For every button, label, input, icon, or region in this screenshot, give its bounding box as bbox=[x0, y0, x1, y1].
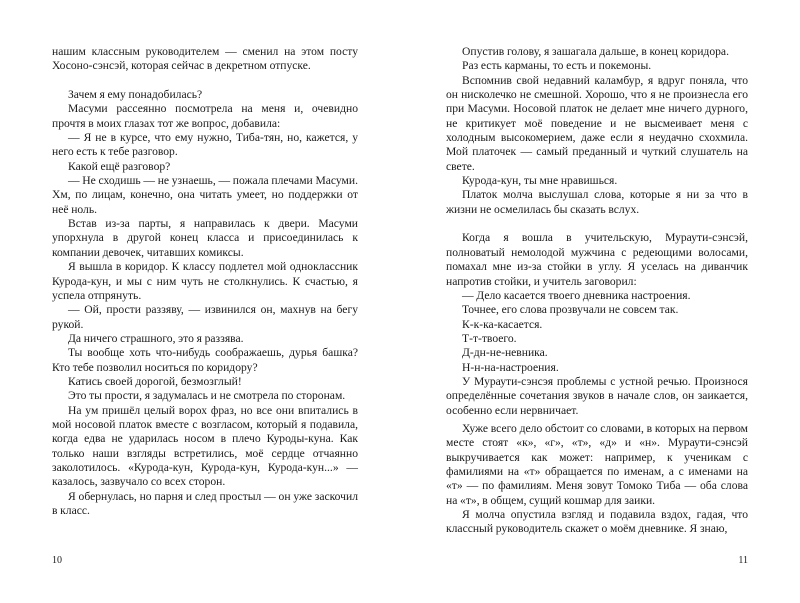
paragraph: Точнее, его слова прозвучали не совсем так. bbox=[462, 303, 679, 317]
paragraph: Я обернулась, но парня и след простыл — он уже заскочил в класс. bbox=[52, 489, 358, 517]
paragraph: нашим классным руководителем — сменил на этом посту Хосоно-сэнсэй, которая сейчас в декретном отпуске. bbox=[52, 45, 358, 73]
paragraph: Когда я вошла в учительскую, Мураути-сэнсэй, полноватый немолодой мужчина с редеющими волосами, помахал мне из-за стойки в углу. Я уселась на диванчик напротив стойки, и учитель заговорил: bbox=[446, 231, 748, 288]
paragraph: К-к-ка-касается. bbox=[462, 317, 543, 331]
paragraph: Встав из-за парты, я направилась к двери. Масуми упорхнула в другой конец класса и присоединилась к компании девочек, читавших комиксы. bbox=[52, 217, 358, 259]
paragraph: Курода-кун, ты мне нравишься. bbox=[462, 174, 618, 188]
page-right-text bbox=[446, 45, 748, 537]
paragraph: Ты вообще хоть что-нибудь соображаешь, дурья башка? Кто тебе позволил носиться по коридору? bbox=[52, 346, 358, 374]
page-number-right: 11 bbox=[738, 555, 748, 566]
paragraph: — Не сходишь — не узнаешь, — пожала плечами Масуми. Хм, по лицам, конечно, она читать умеет, но поддержки от неё ноль. bbox=[52, 174, 358, 216]
page-left-text bbox=[52, 45, 358, 518]
paragraph: Какой ещё разговор? bbox=[68, 159, 171, 173]
paragraph: Хуже всего дело обстоит со словами, в которых на первом месте стоят «к», «г», «т», «д» и «н». Мураути-сэнсэй выкручивается как может: например, к ученикам с фамилиями на «т» обращается по именам, а с именами на «т» — по фамилиям. Меня зовут Томоко Тиба — оба слова на «т», в общем, сущий кошмар для заики. bbox=[446, 421, 748, 507]
paragraph: На ум пришёл целый ворох фраз, но все они впитались в мой носовой платок вместе с возгласом, который я подавила, когда едва не ударилась носом в плечо Куроды-куна. Как только наши взгляды встретились, моё сердце отчаянно заколотилось. «Курода-кун, Курода-кун, Курода-кун...» — казалось, зазвучало со всех сторон. bbox=[52, 403, 358, 489]
paragraph: — Дело касается твоего дневника настроения. bbox=[462, 288, 691, 302]
paragraph: Это ты прости, я задумалась и не смотрела по сторонам. bbox=[68, 389, 346, 403]
page-left bbox=[52, 45, 358, 518]
paragraph: — Я не в курсе, что ему нужно, Тиба-тян, но, кажется, у него есть к тебе разговор. bbox=[52, 131, 358, 159]
paragraph: Т-т-твоего. bbox=[462, 331, 517, 345]
paragraph: Вспомнив свой недавний каламбур, я вдруг поняла, что он нисколечко не смешной. Хорошо, что я не произнесла его при Масуми. Носовой платок не делает мне ничего дурного, не критикует моё поведение и не высмеивает меня с холодным высокомерием, даже если я неудачно схохмила. Мой платочек — самый преданный и чуткий слушатель на свете. bbox=[446, 73, 748, 173]
paragraph: Катись своей дорогой, безмозглый! bbox=[68, 374, 242, 388]
paragraph: Д-дн-не-невника. bbox=[462, 346, 548, 360]
page-number-left: 10 bbox=[52, 555, 62, 566]
paragraph: Масуми рассеянно посмотрела на меня и, очевидно прочтя в моих глазах тот же вопрос, добавила: bbox=[52, 102, 358, 130]
page-right bbox=[446, 45, 748, 537]
paragraph: Я молча опустила взгляд и подавила вздох, гадая, что классный руководитель скажет о моём дневнике. Я знаю, bbox=[446, 508, 748, 536]
paragraph: Да ничего страшного, это я раззява. bbox=[68, 331, 244, 345]
paragraph: Зачем я ему понадобилась? bbox=[68, 88, 203, 102]
paragraph: Я вышла в коридор. К классу подлетел мой одноклассник Курода-кун, и мы с ним чуть не столкнулись. К счастью, я успела отпрянуть. bbox=[52, 260, 358, 302]
paragraph: Раз есть карманы, то есть и покемоны. bbox=[462, 59, 652, 73]
paragraph: Н-н-на-настроения. bbox=[462, 360, 559, 374]
paragraph: — Ой, прости раззяву, — извинился он, махнув на бегу рукой. bbox=[52, 303, 358, 331]
paragraph: У Мураути-сэнсэя проблемы с устной речью. Произнося определённые сочетания звуков в начале слов, он заикается, особенно если нервничает. bbox=[446, 374, 748, 417]
paragraph: Опустив голову, я зашагала дальше, в конец коридора. bbox=[462, 45, 729, 58]
paragraph: Платок молча выслушал слова, которые я ни за что в жизни не осмелилась бы сказать вслух. bbox=[446, 188, 748, 216]
